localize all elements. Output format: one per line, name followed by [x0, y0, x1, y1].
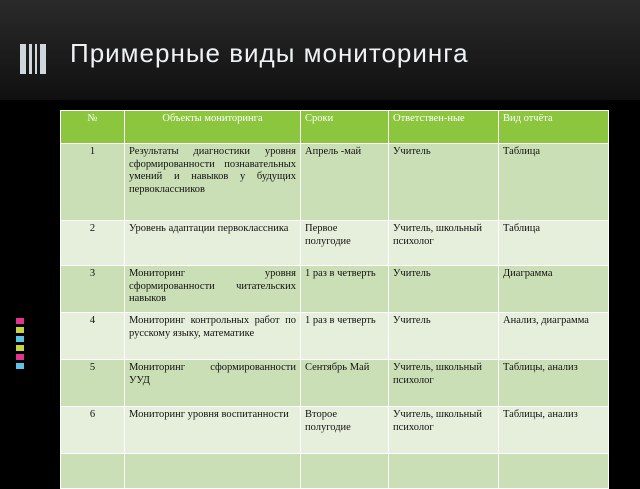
cell-report: Таблица [499, 221, 609, 266]
cell-object [125, 454, 301, 489]
cell-object: Результаты диагностики уровня сформированности познавательных умений и навыков у будущих первоклассников [125, 144, 301, 221]
header-term: Сроки [301, 111, 389, 144]
slide-title: Примерные виды мониторинга [70, 38, 469, 68]
table-row [61, 144, 609, 221]
header-report: Вид отчёта [499, 111, 609, 144]
table-row [61, 360, 609, 407]
cell-report: Диаграмма [499, 266, 609, 313]
cell-num [61, 454, 125, 489]
cell-num: 3 [61, 266, 125, 313]
cell-responsible: Учитель, школьный психолог [389, 221, 499, 266]
cell-num: 6 [61, 407, 125, 454]
cell-term [301, 454, 389, 489]
cell-object: Уровень адаптации первоклассника [125, 221, 301, 266]
cell-report: Таблицы, анализ [499, 360, 609, 407]
cell-responsible: Учитель [389, 266, 499, 313]
cell-num: 5 [61, 360, 125, 407]
cell-num: 2 [61, 221, 125, 266]
cell-term: 1 раз в четверть [301, 266, 389, 313]
cell-report: Анализ, диаграмма [499, 313, 609, 360]
cell-term: Апрель -май [301, 144, 389, 221]
cell-object: Мониторинг уровня сформированности читательских навыков [125, 266, 301, 313]
table-header-row [61, 111, 609, 144]
cell-term: Второе полугодие [301, 407, 389, 454]
cell-responsible: Учитель [389, 144, 499, 221]
cell-num: 4 [61, 313, 125, 360]
monitoring-table [60, 110, 608, 489]
header-object: Объекты мониторинга [125, 111, 301, 144]
decorative-stripes-icon [16, 318, 24, 378]
cell-object: Мониторинг контрольных работ по русскому языку, математике [125, 313, 301, 360]
header-responsible: Ответствен-ные [389, 111, 499, 144]
cell-report: Таблица [499, 144, 609, 221]
table-row [61, 266, 609, 313]
cell-report: Таблицы, анализ [499, 407, 609, 454]
table-row [61, 221, 609, 266]
header-num: № [61, 111, 125, 144]
cell-num: 1 [61, 144, 125, 221]
cell-responsible: Учитель, школьный психолог [389, 360, 499, 407]
table-row [61, 407, 609, 454]
cell-object: Мониторинг сформированности УУД [125, 360, 301, 407]
cell-responsible: Учитель, школьный психолог [389, 407, 499, 454]
decorative-bars-icon [20, 44, 48, 74]
cell-term: Сентябрь Май [301, 360, 389, 407]
cell-report [499, 454, 609, 489]
cell-object: Мониторинг уровня воспитанности [125, 407, 301, 454]
cell-term: Первое полугодие [301, 221, 389, 266]
cell-responsible: Учитель [389, 313, 499, 360]
cell-term: 1 раз в четверть [301, 313, 389, 360]
table-row-empty [61, 454, 609, 489]
table-row [61, 313, 609, 360]
cell-responsible [389, 454, 499, 489]
